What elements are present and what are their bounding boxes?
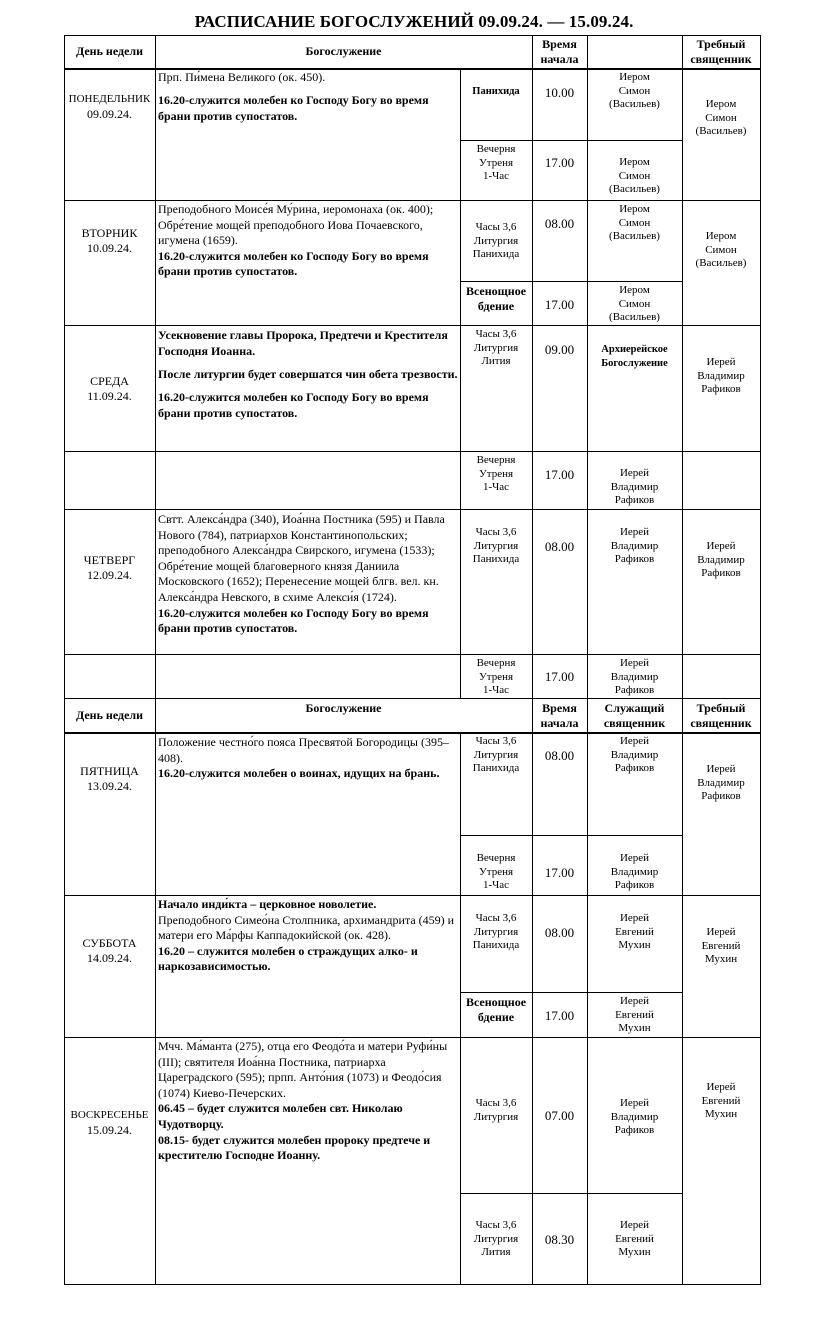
treb-priest: Иером Симон (Васильев) [695, 230, 747, 270]
serving-priest: Архиерейское Богослужение [601, 344, 668, 369]
start-time: 08.00 [544, 748, 575, 763]
page-title: РАСПИСАНИЕ БОГОСЛУЖЕНИЙ 09.09.24. — 15.09.24. [194, 12, 634, 31]
service-type: Вечерня Утреня 1-Час [476, 454, 516, 494]
day-name: ВОСКРЕСЕНЬЕ 15.09.24. [70, 1109, 149, 1137]
service-type: Вечерня Утреня 1-Час [476, 657, 516, 697]
service-type: Часы 3,6 Литургия [473, 1097, 519, 1123]
serving-priest: Иером Симон (Васильев) [609, 203, 660, 243]
service-type: Вечерня Утреня 1-Час [476, 852, 516, 892]
treb-priest: Иером Симон (Васильев) [695, 98, 747, 138]
service-type: Часы 3,6 Литургия Панихида [472, 735, 520, 775]
serving-priest: Иерей Владимир Рафиков [610, 735, 659, 775]
start-time: 17.00 [544, 865, 575, 880]
serving-priest: Иером Симон (Васильев) [609, 284, 660, 324]
header-time: Время начала [540, 701, 579, 730]
serving-priest: Иером Симон (Васильев) [609, 71, 660, 111]
serving-priest: Иерей Евгений Мухин [615, 1219, 654, 1259]
service-type: Вечерня Утреня 1-Час [476, 143, 516, 183]
day-name: СРЕДА 11.09.24. [87, 374, 132, 403]
start-time: 08.30 [544, 1232, 575, 1247]
start-time: 17.00 [544, 669, 575, 684]
service-description: Свтт. Алекса́ндра (340), Иоа́нна Постника (595) и Павла Нового (784), патриархов Константинопольских; преподобного Алекса́ндра Свирского, игумена (1533); Обре́тение мощей благоверного князя Даниила Московского (1652); Перенесение мощей блгв. вел. кн. Алекса́ндра Невского, в схиме Алекси́я (1724). 16.20-служится молебен ко Господу Богу во время брани против супостатов. [158, 512, 445, 636]
service-description: Усекновение главы Пророка, Предтечи и Крестителя Господня Иоанна. После литургии будет совершатся чин обета трезвости. 16.20-служится молебен ко Господу Богу во время брани против супостатов. [158, 328, 458, 420]
day-name: ВТОРНИК 10.09.24. [81, 226, 138, 255]
serving-priest: Иерей Владимир Рафиков [610, 467, 659, 507]
service-type: Панихида [472, 86, 520, 97]
serving-priest: Иером Симон (Васильев) [609, 156, 660, 196]
serving-priest: Иерей Владимир Рафиков [610, 526, 659, 566]
serving-priest: Иерей Евгений Мухин [615, 912, 654, 952]
service-type: Часы 3,6 Литургия Лития [473, 1219, 519, 1259]
treb-priest: Иерей Владимир Рафиков [697, 540, 745, 580]
serving-priest: Иерей Владимир Рафиков [610, 852, 659, 892]
day-name: ПОНЕДЕЛЬНИК 09.09.24. [68, 93, 151, 121]
header-service: Богослужение [305, 44, 382, 58]
serving-priest: Иерей Владимир Рафиков [610, 1097, 659, 1137]
start-time: 10.00 [544, 85, 575, 100]
day-name: ПЯТНИЦА 13.09.24. [80, 764, 139, 793]
start-time: 17.00 [544, 297, 575, 312]
service-description: Мчч. Ма́манта (275), отца его Феодо́та и матери Руфи́ны (III); святителя Иоа́нна Постника, патриарха Цареградского (595); прпп. Анто́ния (1073) и Феодо́сия (1074) Киево-Печерских. 06.45 – будет служится молебен свт. Николаю Чудотворцу. 08.15- будет служится молебен пророку предтече и крестителю Господне Иоанну. [158, 1039, 448, 1163]
start-time: 08.00 [544, 216, 575, 231]
service-type: Часы 3,6 Литургия Лития [473, 328, 519, 368]
treb-priest: Иерей Владимир Рафиков [697, 763, 745, 803]
header-treb: Требный священник [690, 37, 752, 66]
service-type: Всенощное бдение [465, 284, 527, 313]
header-treb: Требный священник [690, 701, 752, 730]
service-type: Часы 3,6 Литургия Панихида [472, 912, 520, 952]
treb-priest: Иерей Евгений Мухин [701, 926, 741, 966]
serving-priest: Иерей Евгений Мухин [615, 995, 654, 1035]
day-name: СУББОТА 14.09.24. [82, 936, 137, 965]
start-time: 17.00 [544, 1008, 575, 1023]
start-time: 09.00 [544, 342, 575, 357]
header-day: День недели [75, 44, 144, 58]
service-description: Положение честно́го пояса Пресвятой Богородицы (395–408). 16.20-служится молебен о воинах, идущих на брань. [158, 735, 449, 781]
start-time: 17.00 [544, 467, 575, 482]
header-time: Время начала [540, 37, 579, 66]
day-name: ЧЕТВЕРГ 12.09.24. [83, 553, 136, 582]
start-time: 08.00 [544, 925, 575, 940]
service-type: Всенощное бдение [465, 995, 527, 1024]
header-day: День недели [75, 708, 144, 722]
service-type: Часы 3,6 Литургия Панихида [472, 526, 520, 566]
start-time: 17.00 [544, 155, 575, 170]
service-description: Прп. Пи́мена Великого (ок. 450). 16.20-служится молебен ко Господу Богу во время брани против супостатов. [158, 70, 429, 123]
header-serving-priest: Служащий священник [603, 701, 666, 730]
header-service: Богослужение [305, 701, 382, 715]
treb-priest: Иерей Владимир Рафиков [697, 356, 745, 396]
service-description: Начало инди́кта – церковное новолетие. Преподобного Симео́на Столпника, архимандрита (459) и матери его Ма́рфы Каппадокийской (ок. 428). 16.20 – служится молебен о страждущих алко- и наркозависимостью. [158, 897, 455, 974]
serving-priest: Иерей Владимир Рафиков [610, 657, 659, 697]
service-description: Преподобного Моисе́я Му́рина, иеромонаха (ок. 400); Обре́тение мощей преподобного Иова Почаевского, игумена (1659). 16.20-служится молебен ко Господу Богу во время брани против супостатов. [158, 202, 434, 279]
start-time: 08.00 [544, 539, 575, 554]
treb-priest: Иерей Евгений Мухин [701, 1081, 741, 1121]
start-time: 07.00 [544, 1108, 575, 1123]
service-type: Часы 3,6 Литургия Панихида [472, 221, 520, 261]
